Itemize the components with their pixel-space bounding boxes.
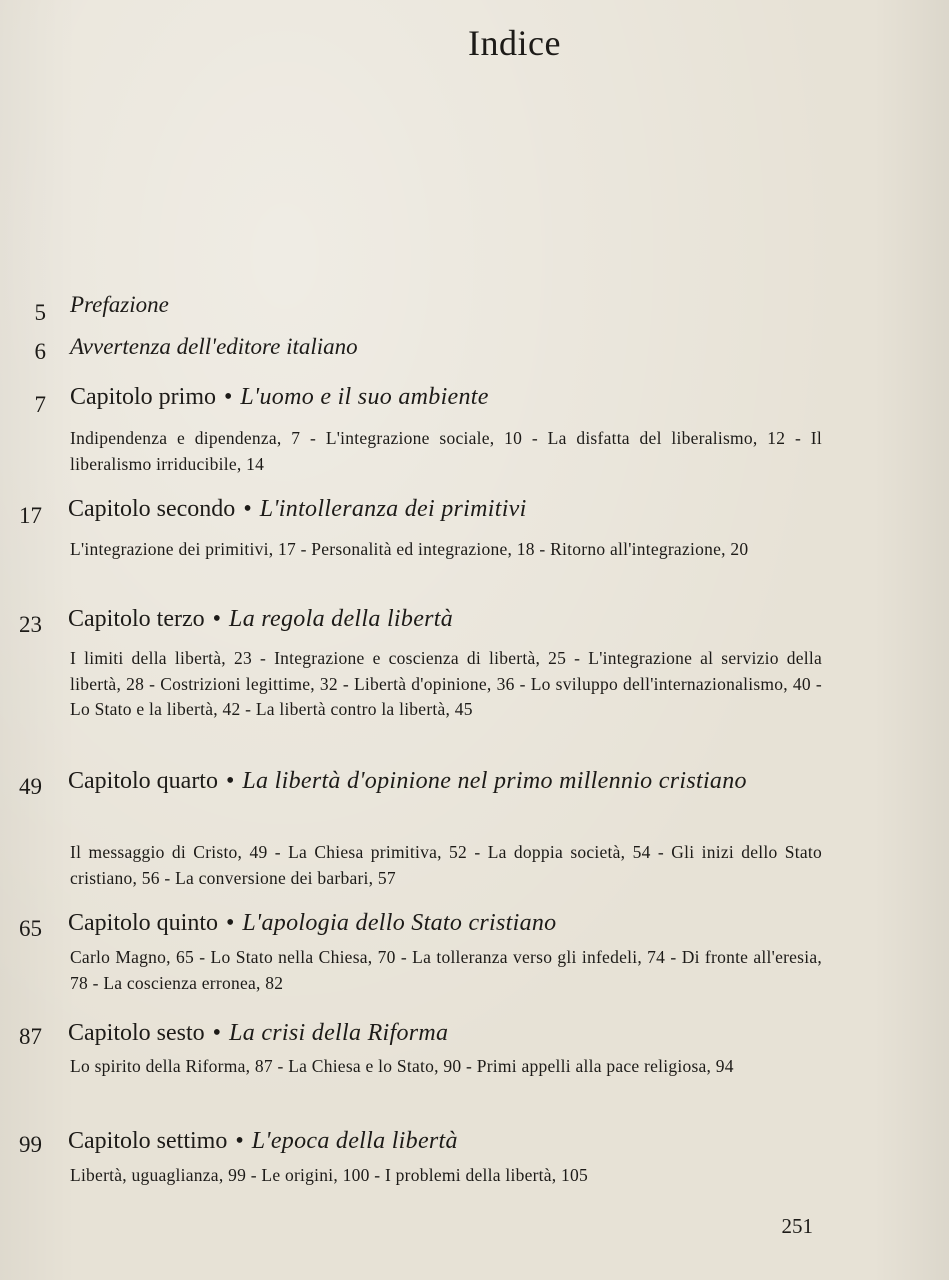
chapter-sections: L'integrazione dei primitivi, 17 - Personalità ed integrazione, 18 - Ritorno all'integrazione, 20 <box>70 539 749 559</box>
chapter-title: La crisi della Riforma <box>229 1020 449 1046</box>
chapter-heading <box>68 492 829 526</box>
separator-bullet: • <box>212 606 222 632</box>
toc-page-number: 65 <box>19 916 42 941</box>
toc-title: Avvertenza dell'editore italiano <box>70 334 358 359</box>
separator-bullet: • <box>235 1128 244 1154</box>
separator-bullet: • <box>225 768 235 794</box>
separator-bullet: • <box>224 384 233 410</box>
toc-page-number: 7 <box>34 392 46 417</box>
chapter-sections: Carlo Magno, 65 - Lo Stato nella Chiesa, 70 - La tolleranza verso gli infedeli, 74 - Di fronte all'eresia, 78 - La coscienza erronea, 82 <box>70 947 822 993</box>
chapter-heading <box>68 602 829 636</box>
chapter-label: Capitolo primo <box>70 384 216 410</box>
chapter-heading <box>68 764 821 798</box>
chapter-heading <box>68 906 829 940</box>
chapter-heading <box>68 1016 829 1050</box>
chapter-title: L'apologia dello Stato cristiano <box>242 910 557 936</box>
toc-title: Prefazione <box>70 292 169 317</box>
chapter-title: L'uomo e il suo ambiente <box>240 384 489 410</box>
chapter-sections: Il messaggio di Cristo, 49 - La Chiesa primitiva, 52 - La doppia società, 54 - Gli inizi dello Stato cristiano, 56 - La conversione dei barbari, 57 <box>70 842 822 888</box>
chapter-label: Capitolo quarto <box>68 768 218 794</box>
chapter-sections: Indipendenza e dipendenza, 7 - L'integrazione sociale, 10 - La disfatta del liberalismo, 12 - Il liberalismo irriducibile, 14 <box>70 428 822 474</box>
toc-page-number: 5 <box>34 300 46 325</box>
toc-page-number: 6 <box>34 339 46 364</box>
toc-page-number: 87 <box>19 1024 42 1049</box>
chapter-label: Capitolo terzo <box>68 606 205 632</box>
chapter-label: Capitolo sesto <box>68 1020 205 1046</box>
chapter-label: Capitolo quinto <box>68 910 218 936</box>
chapter-title: L'intolleranza dei primitivi <box>259 496 527 522</box>
chapter-heading <box>70 380 829 414</box>
page-number: 251 <box>781 1214 813 1238</box>
chapter-title: La regola della libertà <box>229 606 454 632</box>
toc-page-number: 17 <box>19 503 42 528</box>
chapter-title: La libertà d'opinione nel primo millennio cristiano <box>242 768 747 794</box>
toc-page-number: 99 <box>19 1132 42 1157</box>
chapter-sections: Libertà, uguaglianza, 99 - Le origini, 100 - I problemi della libertà, 105 <box>70 1165 589 1185</box>
separator-bullet: • <box>243 496 252 522</box>
separator-bullet: • <box>212 1020 222 1046</box>
toc-page-number: 49 <box>19 774 42 799</box>
toc-page-number: 23 <box>19 612 42 637</box>
chapter-sections: I limiti della libertà, 23 - Integrazione e coscienza di libertà, 25 - L'integrazione al servizio della libertà, 28 - Costrizioni legittime, 32 - Libertà d'opinione, 36 - Lo sviluppo dell'internazionalismo, 40 - Lo Stato e la libertà, 42 - La libertà contro la libertà, 45 <box>70 648 822 719</box>
page-title: Indice <box>468 23 561 63</box>
chapter-sections: Lo spirito della Riforma, 87 - La Chiesa e lo Stato, 90 - Primi appelli alla pace religiosa, 94 <box>70 1056 734 1076</box>
chapter-title: L'epoca della libertà <box>251 1128 458 1154</box>
chapter-label: Capitolo secondo <box>68 496 236 522</box>
chapter-label: Capitolo settimo <box>68 1128 228 1154</box>
separator-bullet: • <box>226 910 235 936</box>
chapter-heading <box>68 1124 829 1158</box>
